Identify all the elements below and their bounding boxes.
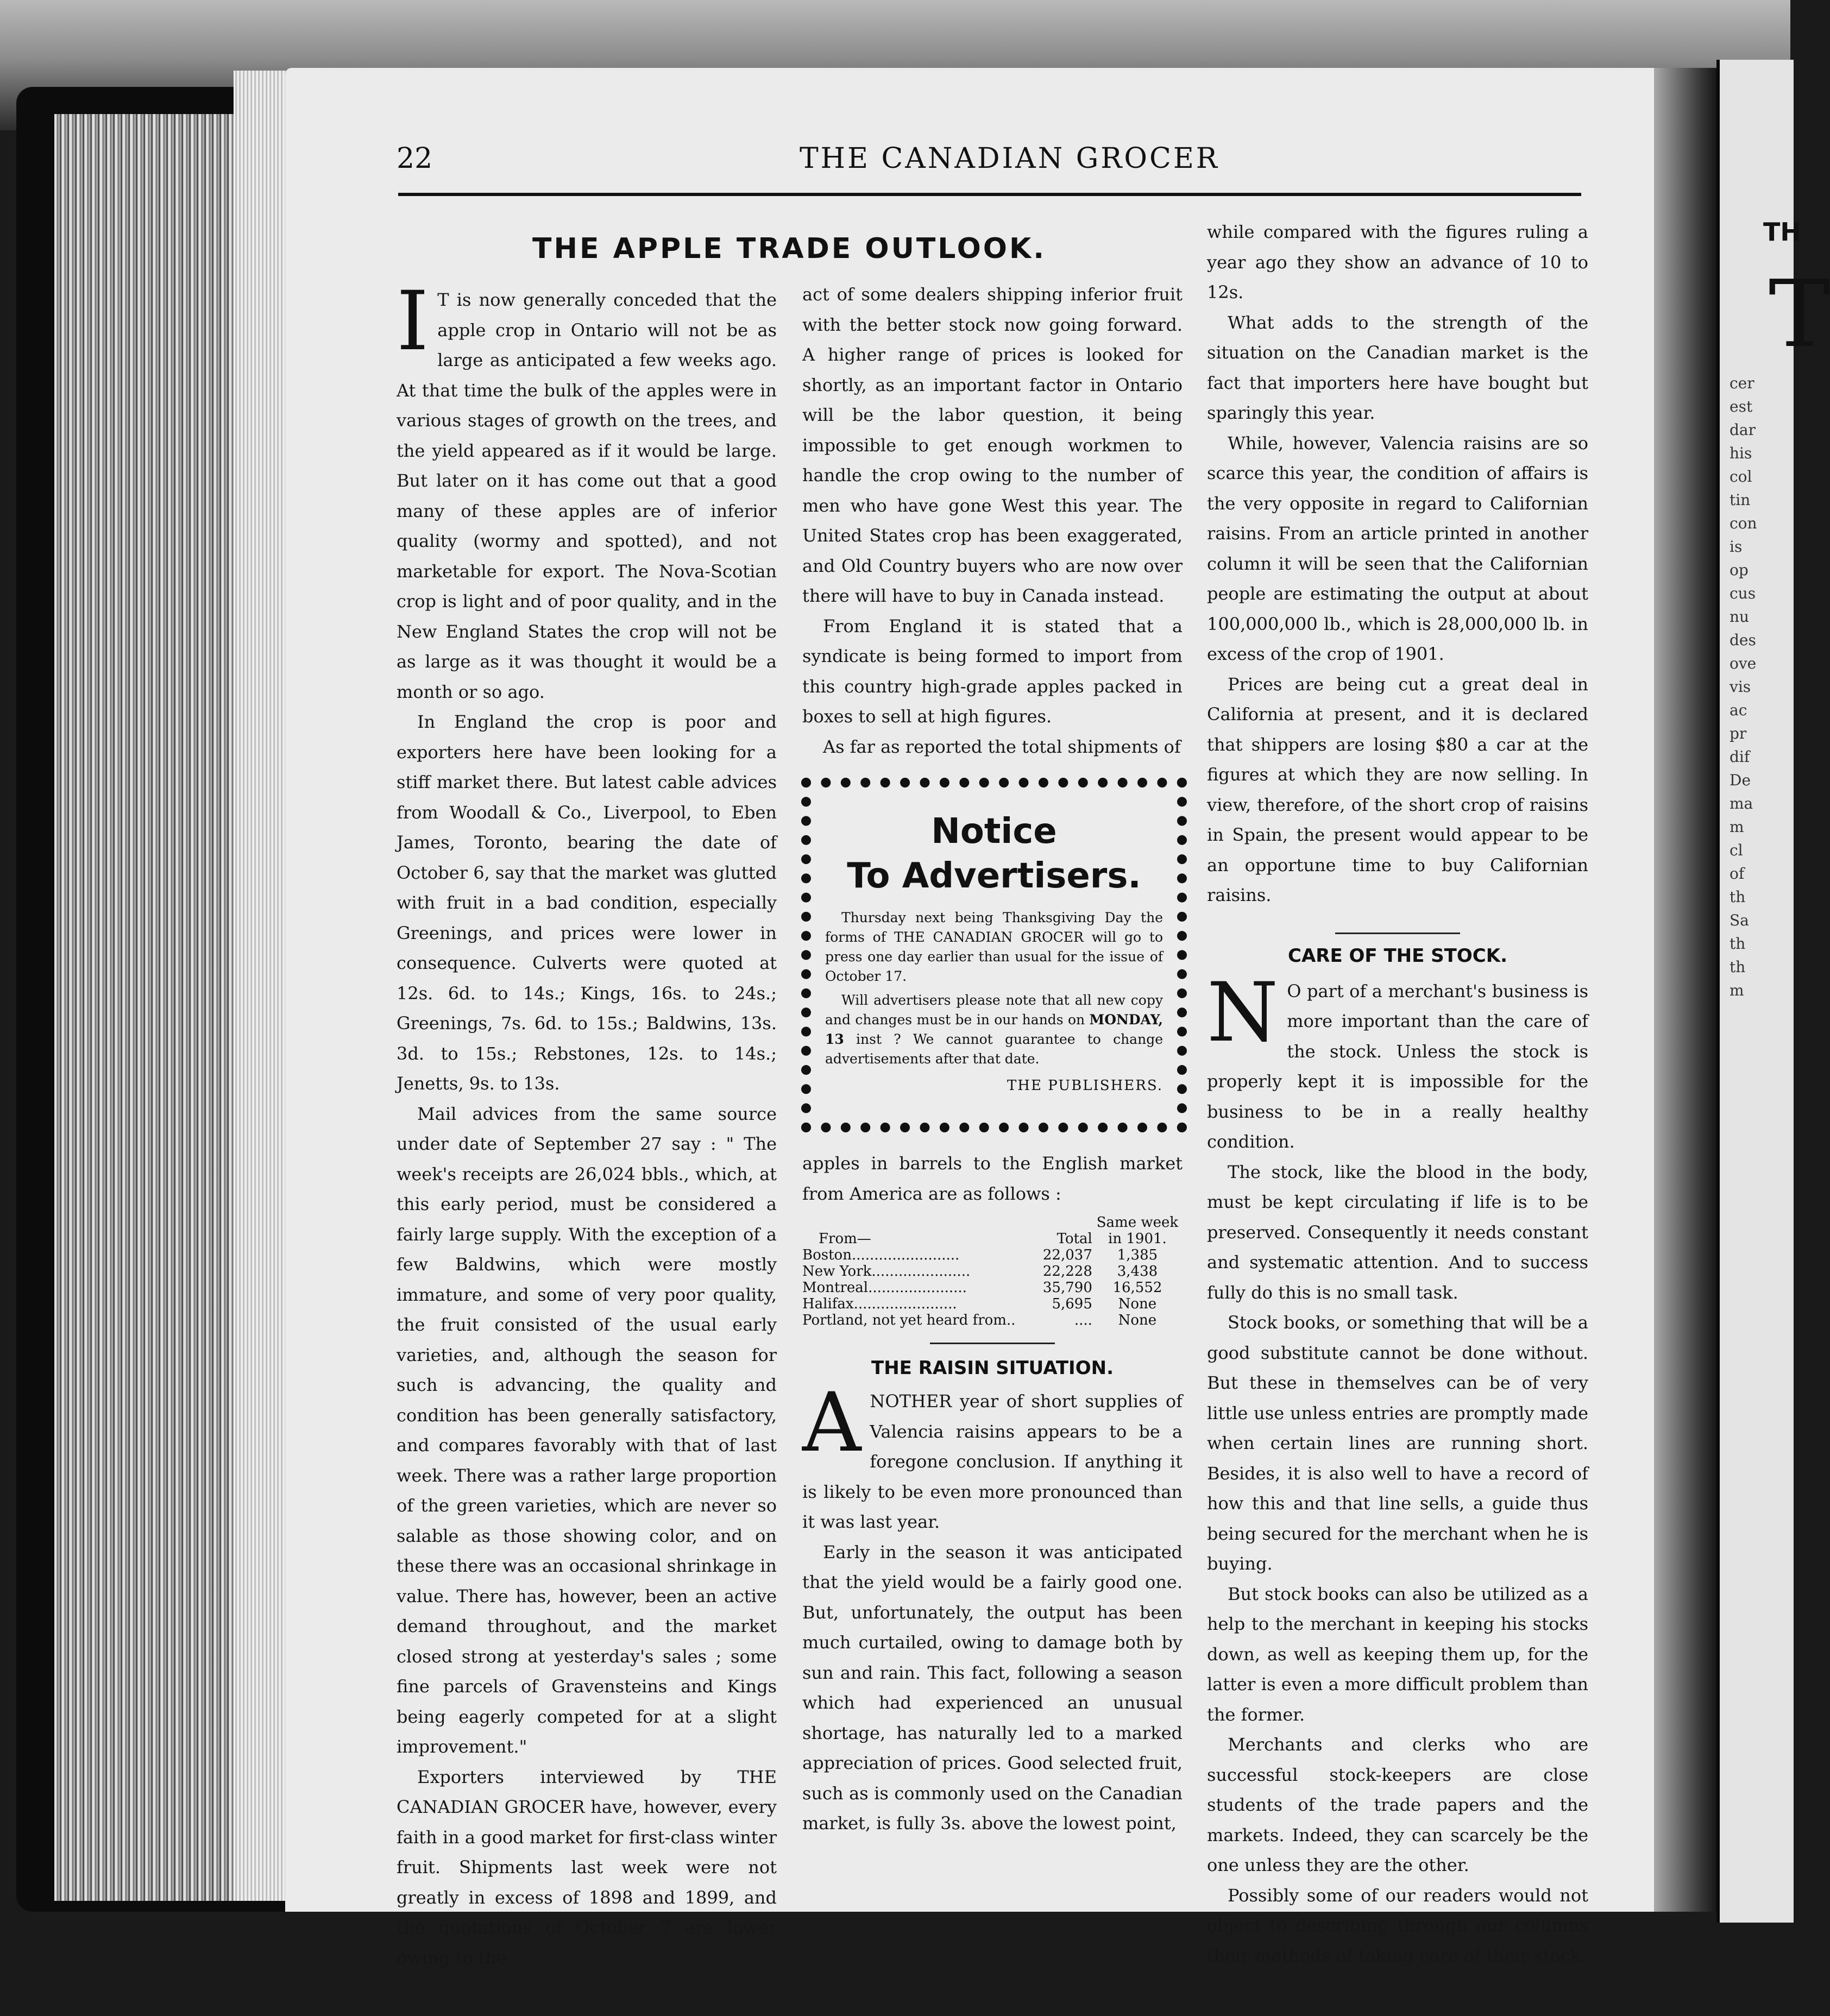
next-page-edge (1716, 60, 1830, 1923)
table-header-total: Total (1057, 1231, 1092, 1247)
table-row (802, 1263, 1183, 1280)
apple-paragraph-8: apples in barrels to the English market from America are as follows : (802, 1153, 1183, 1204)
raisin-paragraph-5: While, however, Valencia raisins are so scarce this year, the condition of affairs is the very opposite in regard to Californian raisins. From an article printed in another column it will be seen that the Californian people are estimating the output at about 100,000,000 lb., which is 28,000,000 lb. in excess of the crop of 1901. (1207, 432, 1588, 664)
next-page-heading-fragment: TH (1763, 217, 1801, 247)
notice-to-advertisers-box (801, 778, 1187, 1132)
stock-article-title: CARE OF THE STOCK. (1288, 944, 1507, 967)
raisin-paragraph-2: Early in the season it was anticipated that the yield would be a fairly good one. But, unfortunately, the output has been much curtailed, owing to damage both by sun and rain. This fact, following a season which had experienced an unusual shortage, has naturally led to a marked appreciation of prices. Good selected fruit, such as is commonly used on the Canadian market, is fully 3s. above the lowest point, (802, 1541, 1183, 1834)
raisin-article-title: THE RAISIN SITUATION. (871, 1357, 1114, 1379)
notice-deadline: MONDAY, 13 (825, 1012, 1163, 1047)
page-number: 22 (397, 142, 433, 175)
apple-article-title: THE APPLE TRADE OUTLOOK. (532, 232, 1047, 265)
apple-paragraph-1 (397, 274, 777, 707)
table-cell: 5,695 (1052, 1296, 1092, 1312)
table-cell: 3,438 (1117, 1263, 1158, 1280)
apple-paragraph-3: Mail advices from the same source under date of September 27 say : " The week's receipts are 26,024 bbls., which, at this early period, must be considered a fairly large supply. With the exception of a few Baldwins, which were mostly immature, and some of very poor quality, the fruit consisted of the usual early varieties, and, although the season for such is advancing, the quality and condition has been generally satisfactory, and compares favorably with that of last week. There was a rather large proportion of the green varieties, which are never so salable as those showing color, and on these there was an occasional shrinkage in value. There has, however, been an active demand throughout, and the market closed strong at yesterday's sales ; some fine parcels of Gravensteins and Kings being eagerly competed for at a slight improvement." (397, 1103, 777, 1757)
next-page-drop-cap: T (1769, 261, 1830, 368)
next-page-fragment: op (1730, 561, 1749, 579)
table-cell: .... (1074, 1312, 1092, 1328)
column-2 (802, 280, 1183, 762)
table-cell: None (1118, 1312, 1157, 1328)
stock-p1-text: O part of a merchant's business is more important than the care of the stock. Unless the stock is properly kept it is impossible for the business to be in a really healthy condition. (1207, 980, 1588, 1152)
apple-p1-text: T is now generally conceded that the apple crop in Ontario will not be as large as anticipated a few weeks ago. At that time the bulk of the apples were in various stages of growth on the trees, and the yield appeared as if it would be large. But later on it has come out that a good many of these apples are of inferior quality (wormy and spotted), and not marketable for export. The Nova-Scotian crop is light and of poor quality, and in the New England States the crop will not be as large as it was thought it would be a month or so ago. (397, 289, 777, 702)
next-page-fragment: cer (1730, 374, 1754, 392)
apple-paragraph-2: In England the crop is poor and exporters here have been looking for a stiff market there. But latest cable advices from Woodall & Co., Liverpool, to Eben James, Toronto, bearing the date of October 6, say that the market was glutted with fruit in a bad condition, especially Greenings, and prices were lower in consequence. Culverts were quoted at 12s. 6d. to 14s.; Kings, 16s. to 24s.; Greenings, 7s. 6d. to 15s.; Baldwins, 13s. 3d. to 15s.; Rebstones, 12s. to 14s.; Jenetts, 9s. to 13s. (397, 711, 777, 1094)
next-page-fragment: cl (1730, 841, 1743, 859)
stock-paragraph-4: But stock books can also be utilized as a help to the merchant in keeping his stocks down, as well as keeping them up, for the latter is even a more difficult problem than the former. (1207, 1583, 1588, 1725)
table-cell: Portland, not yet heard from.. (802, 1312, 1016, 1328)
table-cell: 1,385 (1117, 1247, 1158, 1263)
next-page-fragment: of (1730, 865, 1745, 883)
table-row (802, 1280, 1183, 1296)
next-page-fragment: ove (1730, 654, 1757, 672)
next-page-fragment: th (1730, 935, 1746, 953)
column-1 (397, 274, 777, 1973)
next-page-fragment: th (1730, 958, 1746, 976)
stock-paragraph-5: Merchants and clerks who are successful stock-keepers are close students of the trade papers and the markets. Indeed, they can scarcely be the one unless they are the other. (1207, 1734, 1588, 1875)
next-page-fragment: con (1730, 514, 1757, 532)
notice-signature: THE PUBLISHERS. (1007, 1078, 1163, 1094)
next-page-fragment: tin (1730, 491, 1751, 509)
notice-body-2a: Will advertisers please note that all new copy and changes must be in our hands on (825, 992, 1163, 1028)
table-cell: Halifax....................... (802, 1296, 957, 1312)
table-cell: 16,552 (1112, 1280, 1162, 1296)
stock-paragraph-1 (1207, 965, 1588, 1157)
stock-drop-cap: N (1207, 965, 1279, 1060)
running-head (397, 142, 1581, 175)
notice-body-2 (825, 991, 1163, 1069)
table-row (802, 1247, 1183, 1263)
column-3 (1207, 217, 1588, 1971)
apple-paragraph-4: Exporters interviewed by THE CANADIAN GROCER have, however, every faith in a good market for first-class winter fruit. Shipments last week were not greatly in excess of 1898 and 1899, and the quotations of October 7 are lower owing to the (397, 1766, 777, 1968)
page-stack-edge (234, 71, 293, 1901)
section-rule (930, 1343, 1055, 1344)
stock-paragraph-2: The stock, like the blood in the body, must be kept circulating if life is to be preserved. Consequently it needs constant and systematic attention. And to success fully do this is no small task. (1207, 1161, 1588, 1303)
apple-paragraph-7: As far as reported the total shipments of (823, 736, 1181, 757)
table-header-same-week: in 1901. (1108, 1231, 1167, 1247)
table-row (802, 1296, 1183, 1312)
table-cell: 35,790 (1042, 1280, 1092, 1296)
next-page-fragment: his (1730, 444, 1752, 462)
next-page-fragment: vis (1730, 678, 1751, 696)
raisin-drop-cap: A (802, 1376, 861, 1470)
table-cell: Montreal...................... (802, 1280, 967, 1296)
raisin-paragraph-6: Prices are being cut a great deal in California at present, and it is declared that shippers are losing $80 a car at the figures at which they are now selling. In view, therefore, of the short crop of raisins in Spain, the present would appear to be an opportune time to buy Californian raisins. (1207, 673, 1588, 905)
next-page-fragment: m (1730, 818, 1744, 836)
book-gutter (1654, 68, 1719, 1912)
table-cell: New York...................... (802, 1263, 971, 1280)
stock-paragraph-3: Stock books, or something that will be a good substitute cannot be done without. But these in themselves can be of very little use unless entries are promptly made when certain lines are running short. Besides, it is also well to have a record of how this and that line sells, a guide thus being secured for the merchant when he is buying. (1207, 1312, 1588, 1574)
apple-paragraph-6: From England it is stated that a syndicate is being formed to import from this country high-grade apples packed in boxes to sell at high figures. (802, 615, 1183, 727)
next-page-fragment: th (1730, 888, 1746, 906)
next-page-fragment: pr (1730, 724, 1747, 742)
next-page-fragment: des (1730, 631, 1756, 649)
next-page-fragment: ac (1730, 701, 1747, 719)
raisin-p1-text: NOTHER year of short supplies of Valencia raisins appears to be a foregone conclusion. If anything it is likely to be even more pronounced than it was last year. (802, 1391, 1183, 1532)
next-page-fragment: nu (1730, 608, 1750, 626)
apple-drop-cap: I (397, 274, 429, 369)
next-page-fragment: dar (1730, 421, 1756, 439)
next-page-fragment: cus (1730, 584, 1756, 602)
table-cell: 22,228 (1042, 1263, 1092, 1280)
table-header-top: Same week (1096, 1214, 1179, 1231)
shipments-table (802, 1214, 1183, 1328)
next-page-text-fragments (1720, 371, 1794, 1002)
notice-title-line-1: Notice (931, 811, 1057, 852)
next-page-fragment: dif (1730, 748, 1750, 766)
table-row (802, 1312, 1183, 1328)
table-cell: None (1118, 1296, 1157, 1312)
next-page-fragment: col (1730, 468, 1752, 486)
raisin-paragraph-4: What adds to the strength of the situation on the Canadian market is the fact that importers here have bought but sparingly this year. (1207, 312, 1588, 423)
next-page-fragment: est (1730, 398, 1753, 415)
apple-paragraph-5: act of some dealers shipping inferior fruit with the better stock now going forward. A higher range of prices is looked for shortly, as an important factor in Ontario will be the labor question, it being impossible to get enough workmen to handle the crop owing to the number of men who have gone West this year. The United States crop has been exaggerated, and Old Country buyers who are now over there will have to buy in Canada instead. (802, 284, 1183, 606)
section-rule (1335, 933, 1460, 934)
raisin-paragraph-3: while compared with the figures ruling a year ago they show an advance of 10 to 12s. (1207, 222, 1588, 303)
table-cell: Boston........................ (802, 1247, 960, 1263)
table-cell: 22,037 (1042, 1247, 1092, 1263)
running-title: THE CANADIAN GROCER (800, 142, 1219, 175)
notice-body-1: Thursday next being Thanksgiving Day the forms of THE CANADIAN GROCER will go to press one day earlier than usual for the issue of October 17. (825, 910, 1163, 984)
notice-body-2b: inst ? We cannot guarantee to change advertisements after that date. (825, 1031, 1163, 1067)
table-header-from: From— (819, 1231, 871, 1247)
stock-paragraph-6: Possibly some of our readers would not object to describing through our columns their methods of taking care of their stock. (1207, 1885, 1588, 1966)
raisin-paragraph-1 (802, 1376, 1183, 1538)
next-page-fragment: De (1730, 771, 1751, 789)
next-page-fragment: ma (1730, 795, 1753, 812)
header-rule (398, 193, 1581, 196)
column-2-lower (802, 1149, 1183, 1839)
next-page-fragment: Sa (1730, 911, 1749, 929)
next-page-fragment: m (1730, 981, 1744, 999)
notice-title-line-2: To Advertisers. (847, 856, 1141, 896)
next-page-fragment: is (1730, 538, 1743, 556)
